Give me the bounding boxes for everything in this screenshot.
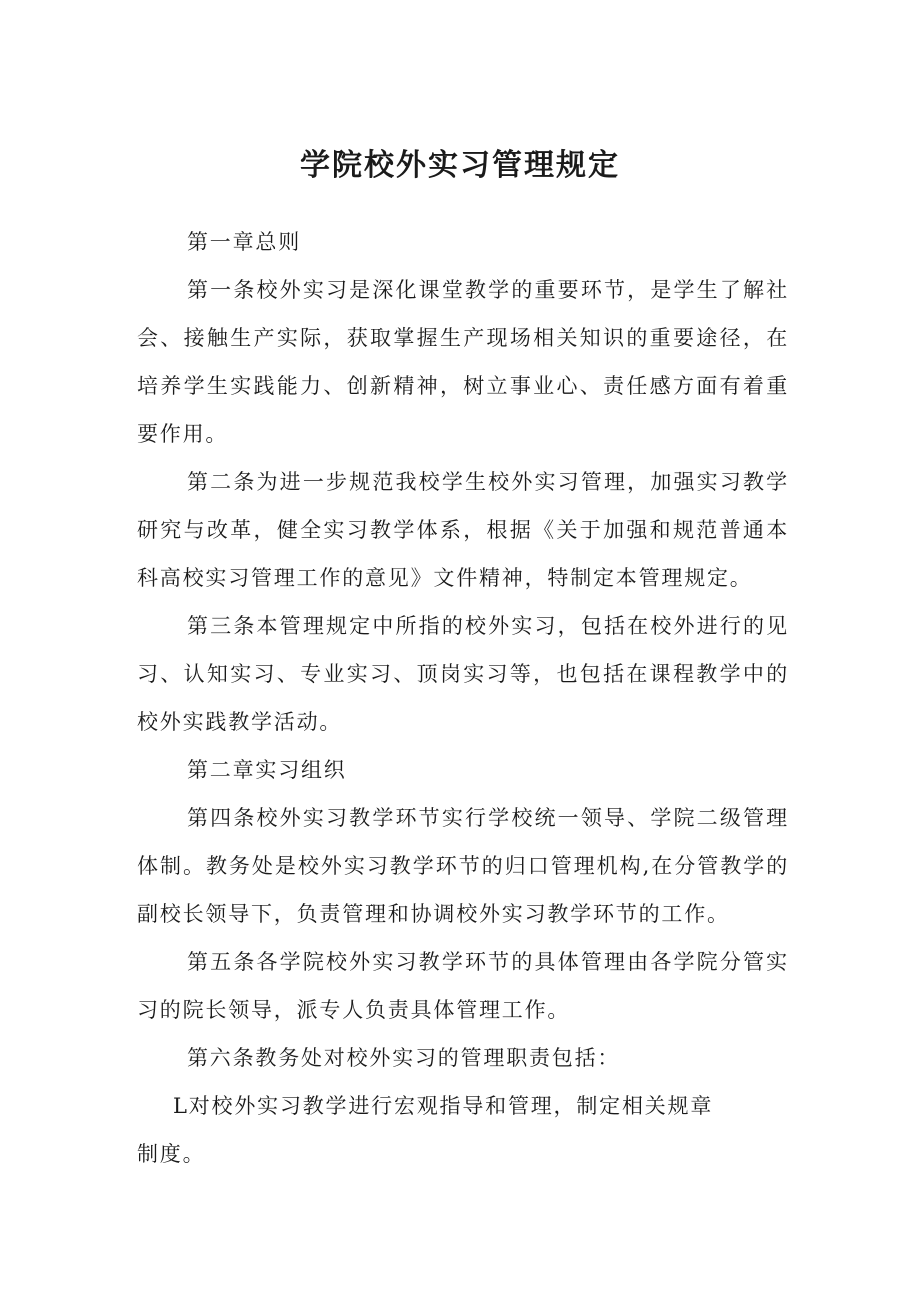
article-1: 第一条校外实习是深化课堂教学的重要环节，是学生了解社会、接触生产实际，获取掌握生产现场相关知识的重要途径，在培养学生实践能力、创新精神，树立事业心、责任感方面有着重要作用。 — [137, 278, 789, 446]
document-body — [137, 218, 789, 1178]
article-4: 第四条校外实习教学环节实行学校统一领导、学院二级管理体制。教务处是校外实习教学环节的归口管理机构,在分管教学的副校长领导下，负责管理和协调校外实习教学环节的工作。 — [137, 806, 789, 926]
article-5: 第五条各学院校外实习教学环节的具体管理由各学院分管实习的院长领导，派专人负责具体管理工作。 — [137, 950, 789, 1022]
chapter-heading-2: 第二章实习组织 — [187, 758, 347, 782]
list-item-1-first-line: L对校外实习教学进行宏观指导和管理，制定相关规章 — [173, 1094, 714, 1118]
article-6: 第六条教务处对校外实习的管理职责包括： — [187, 1046, 621, 1070]
article-2: 第二条为进一步规范我校学生校外实习管理，加强实习教学研究与改革，健全实习教学体系，根据《关于加强和规范普通本科高校实习管理工作的意见》文件精神，特制定本管理规定。 — [137, 470, 789, 590]
document-title: 学院校外实习管理规定 — [300, 148, 620, 183]
article-3: 第三条本管理规定中所指的校外实习，包括在校外进行的见习、认知实习、专业实习、顶岗实习等，也包括在课程教学中的校外实践教学活动。 — [137, 614, 789, 734]
chapter-heading-1: 第一章总则 — [187, 230, 301, 254]
list-item-1-second-line: 制度。 — [137, 1142, 206, 1166]
list-item-1 — [137, 1082, 789, 1178]
